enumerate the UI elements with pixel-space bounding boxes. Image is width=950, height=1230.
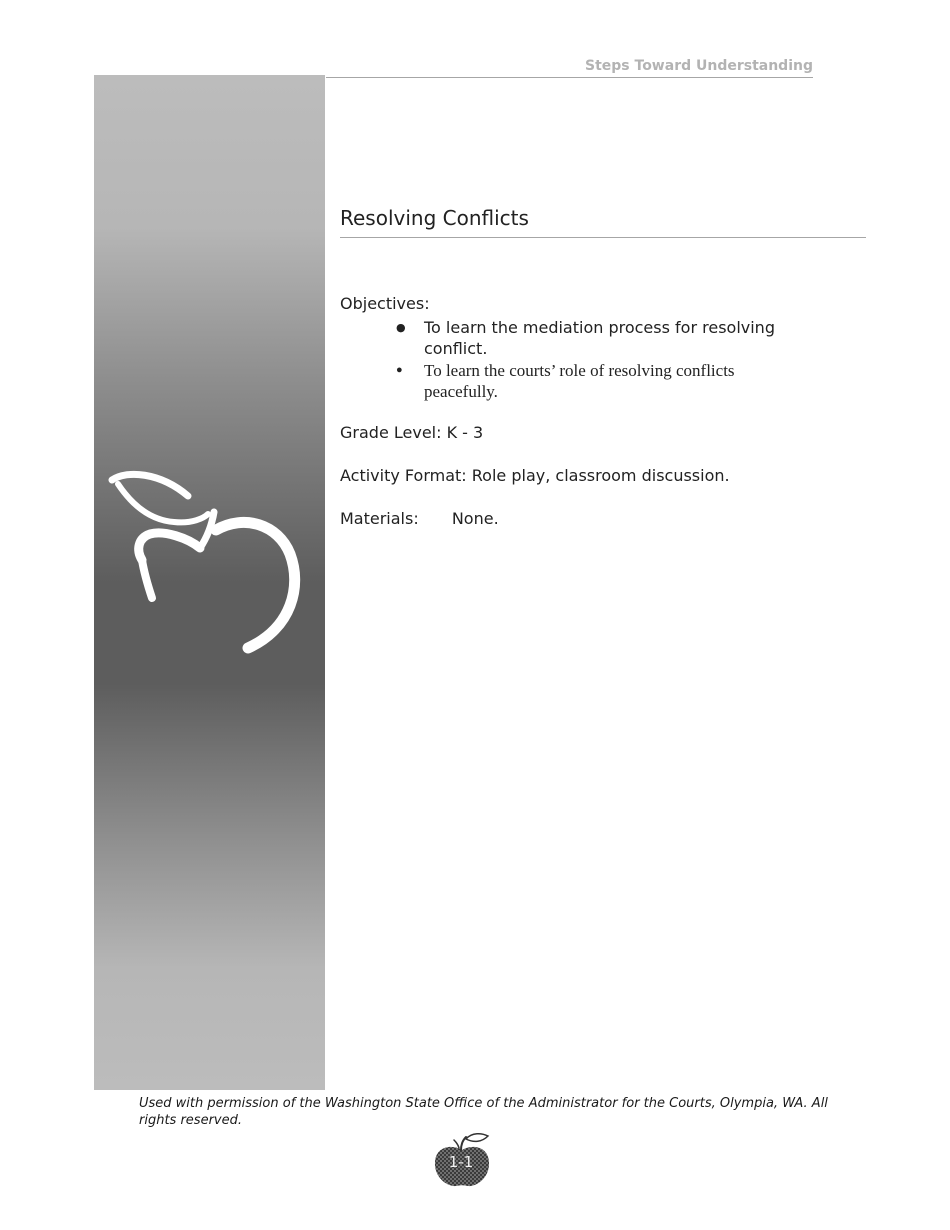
activity-format: Activity Format: Role play, classroom discussion. <box>340 466 730 485</box>
objective-text: To learn the courts’ role of resolving conflicts peacefully. <box>424 361 735 401</box>
materials-value: None. <box>451 509 499 528</box>
lesson-title: Resolving Conflicts <box>340 204 866 238</box>
materials-label: Materials: <box>340 509 419 528</box>
objectives-list <box>340 317 820 402</box>
page-number: 1-1 <box>448 1153 474 1171</box>
materials <box>340 508 820 530</box>
running-header: Steps Toward Understanding <box>326 56 813 78</box>
apple-outline-icon <box>108 468 304 660</box>
lesson-details <box>340 293 820 530</box>
objective-item <box>396 360 784 402</box>
objective-item <box>396 317 784 359</box>
grade-level: Grade Level: K - 3 <box>340 423 484 442</box>
bullet-icon: ● <box>396 321 406 334</box>
objectives-label: Objectives: <box>340 294 430 313</box>
permission-note: Used with permission of the Washington State Office of the Administrator for the Courts, Olympia, WA. All rights reserved. <box>139 1096 828 1128</box>
bullet-icon: ● <box>396 364 403 376</box>
objective-text: To learn the mediation process for resolving conflict. <box>424 318 775 358</box>
